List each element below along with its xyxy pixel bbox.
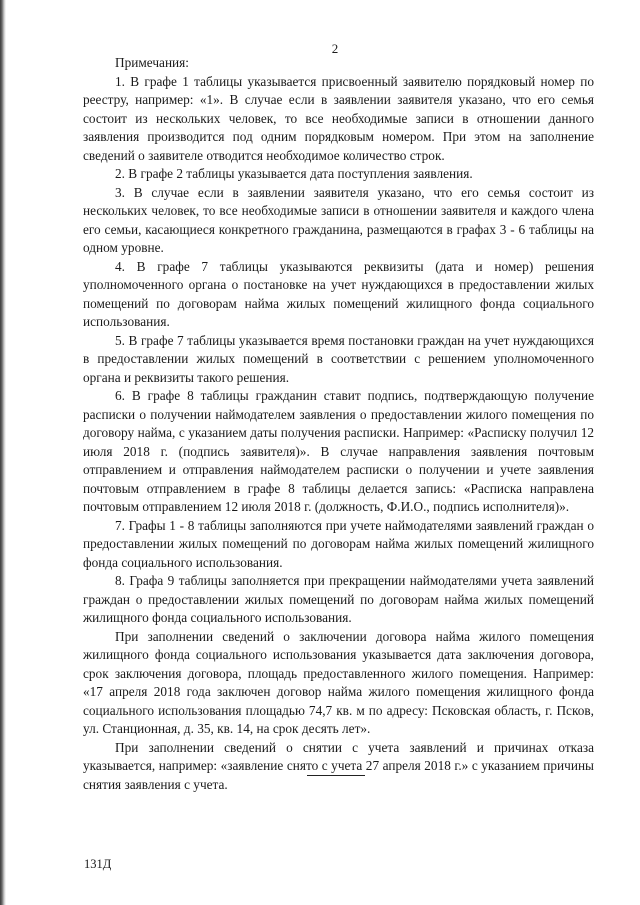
- notes-section: [83, 54, 594, 794]
- note-paragraph-3: 3. В случае если в заявлении заявителя указано, что его семья состоит из нескольких человек, то все необходимые записи в отношении заявителя и каждого члена его семьи, касающиеся конкретного гражданина, размещаются в графах 3 - 6 таблицы на одном уровне.: [83, 184, 594, 255]
- note-paragraph-6: 6. В графе 8 таблицы гражданин ставит подпись, подтверждающую получение расписки о получении наймодателем заявления о предоставлении жилого помещения по договору найма, с указанием даты получения расписки. Например: «Расписку получил 12 июля 2018 г. (подпись заявителя)». В случае направления заявления почтовым отправлением и отправления наймодателем расписки о получении и учете заявления почтовым отправлением в графе 8 таблицы делается запись: «Расписка направлена почтовым отправлением 12 июля 2018 г. (должность, Ф.И.О., подпись исполнителя)».: [83, 388, 594, 514]
- scan-edge: [0, 0, 6, 905]
- deregistration-paragraph: При заполнении сведений о снятии с учета заявлений и причинах отказа указывается, например: «заявление снято с учета 27 апреля 2018 г.» с указанием причины снятия заявления с учета.: [83, 739, 594, 792]
- contract-info-paragraph: При заполнении сведений о заключении договора найма жилого помещения жилищного фонда социального использования указывается дата заключения договора, срок заключения договора, площадь предоставленного жилого помещения. Например: «17 апреля 2018 года заключен договор найма жилого помещения жилищного фонда социального использования площадью 74,7 кв. м по адресу: Псковская область, г. Псков, ул. Станционная, д. 35, кв. 14, на срок десять лет».: [83, 628, 594, 736]
- note-paragraph-5: 5. В графе 7 таблицы указывается время постановки граждан на учет нуждающихся в предоставлении жилых помещений в соответствии с решением уполномоченного органа и реквизиты такого решения.: [83, 332, 594, 385]
- note-paragraph-7: 7. Графы 1 - 8 таблицы заполняются при учете наймодателями заявлений граждан о предоставлении жилых помещений по договорам найма жилых помещений жилищного фонда социального использования.: [83, 517, 594, 570]
- document-code: 131Д: [84, 857, 112, 871]
- note-paragraph-2: 2. В графе 2 таблицы указывается дата поступления заявления.: [115, 166, 473, 181]
- note-paragraph-1: 1. В графе 1 таблицы указывается присвоенный заявителю порядковый номер по реестру, например: «1». В случае если в заявлении заявителя указано, что его семья состоит из нескольких человек, то все необходимые записи в отношении данного заявления производится под одним порядковым номером. При этом на заполнение сведений о заявителе отводится необходимое количество строк.: [83, 73, 594, 163]
- end-divider: [307, 775, 365, 776]
- note-paragraph-8: 8. Графа 9 таблицы заполняется при прекращении наймодателями учета заявлений граждан о предоставлении жилых помещений по договорам найма жилых помещений жилищного фонда социального использования.: [83, 573, 594, 625]
- page-number: 2: [331, 41, 339, 56]
- note-paragraph-4: 4. В графе 7 таблицы указываются реквизиты (дата и номер) решения уполномоченного органа о постановке на учет нуждающихся в предоставлении жилых помещений по договорам найма жилых помещений жилищного фонда социального использования.: [83, 258, 594, 329]
- notes-title: Примечания:: [115, 55, 189, 70]
